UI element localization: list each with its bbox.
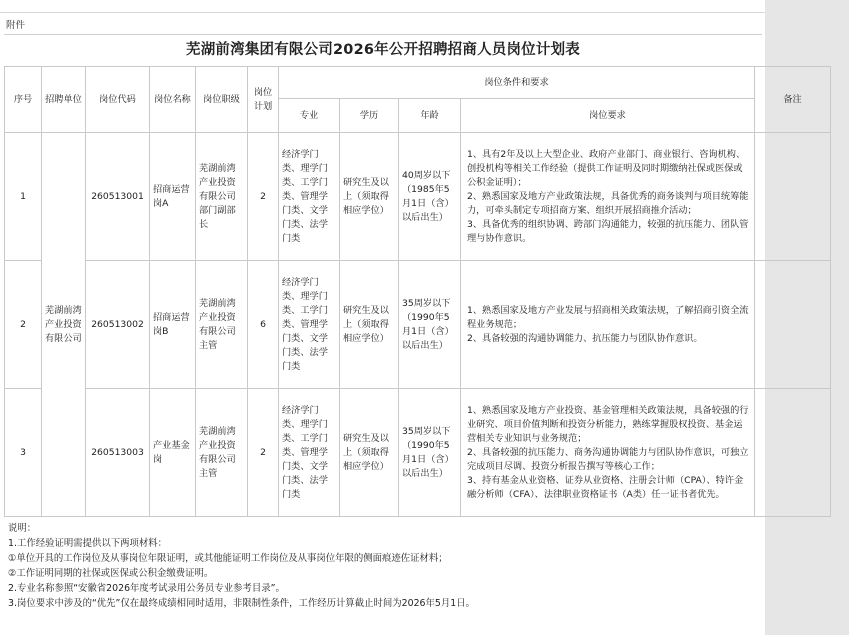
table-row bbox=[5, 261, 831, 389]
cell-plan: 6 bbox=[248, 261, 279, 389]
page-title: 芜湖前湾集团有限公司2026年公开招聘招商人员岗位计划表 bbox=[186, 42, 580, 58]
cell-plan: 2 bbox=[248, 133, 279, 261]
note-line: ①单位开具的工作岗位及从事岗位年限证明，或其他能证明工作岗位及从事岗位年限的侧面痕迹佐证材料； bbox=[8, 553, 448, 564]
requirement-line: 2、具备较强的沟通协调能力、抗压能力与团队协作意识。 bbox=[467, 332, 703, 344]
cell-unit: 芜湖前湾产业投资有限公司 bbox=[42, 133, 86, 517]
cell-seq: 2 bbox=[5, 261, 42, 389]
requirement-line: 1、熟悉国家及地方产业投资、基金管理相关政策法规，具备较强的行业研究、项目价值判断和投资分析能力，熟练掌握股权投资、基金运营相关专业知识与业务规范； bbox=[467, 404, 749, 444]
cell-requirements bbox=[461, 389, 755, 517]
cell-major: 经济学门类、理学门类、工学门类、管理学门类、文学门类、法学门类 bbox=[279, 261, 340, 389]
cell-remark bbox=[755, 389, 831, 517]
requirement-line: 1、熟悉国家及地方产业发展与招商相关政策法规，了解招商引资全流程业务规范； bbox=[467, 304, 749, 330]
header-age: 年龄 bbox=[399, 99, 461, 133]
header-requirements: 岗位要求 bbox=[461, 99, 755, 133]
cell-code: 260513002 bbox=[86, 261, 150, 389]
cell-name: 招商运营岗B bbox=[150, 261, 196, 389]
note-line: ②工作证明同期的社保或医保或公积金缴费证明。 bbox=[8, 568, 214, 579]
header-remark: 备注 bbox=[755, 67, 831, 133]
cell-name: 产业基金岗 bbox=[150, 389, 196, 517]
cell-seq: 1 bbox=[5, 133, 42, 261]
note-line: 3.岗位要求中涉及的“优先”仅在最终成绩相同时适用，非限制性条件，工作经历计算截止时间为2026年5月1日。 bbox=[8, 598, 475, 609]
note-line: 1.工作经验证明需提供以下两项材料： bbox=[8, 538, 167, 549]
requirement-line: 1、具有2年及以上大型企业、政府产业部门、商业银行、咨询机构、创投机构等相关工作经验（提供工作证明及同时期缴纳社保或医保或公积金证明）； bbox=[467, 148, 746, 188]
header-code: 岗位代码 bbox=[86, 67, 150, 133]
top-bar bbox=[0, 0, 765, 13]
requirement-line: 3、持有基金从业资格、证券从业资格、注册会计师（CPA）、特许金融分析师（CFA）、法律职业资格证书（A类）任一证书者优先。 bbox=[467, 474, 744, 500]
cell-education: 研究生及以上（须取得相应学位） bbox=[340, 389, 399, 517]
cell-rank: 芜湖前湾产业投资有限公司主管 bbox=[196, 389, 248, 517]
cell-education: 研究生及以上（须取得相应学位） bbox=[340, 133, 399, 261]
header-name: 岗位名称 bbox=[150, 67, 196, 133]
top-rule bbox=[4, 34, 762, 35]
header-seq: 序号 bbox=[5, 67, 42, 133]
cell-name: 招商运营岗A bbox=[150, 133, 196, 261]
attachment-label: 附件 bbox=[6, 20, 26, 31]
cell-seq: 3 bbox=[5, 389, 42, 517]
cell-requirements bbox=[461, 261, 755, 389]
header-education: 学历 bbox=[340, 99, 399, 133]
cell-major: 经济学门类、理学门类、工学门类、管理学门类、文学门类、法学门类 bbox=[279, 133, 340, 261]
cell-education: 研究生及以上（须取得相应学位） bbox=[340, 261, 399, 389]
cell-remark bbox=[755, 261, 831, 389]
table-row bbox=[5, 133, 831, 261]
cell-rank: 芜湖前湾产业投资有限公司主管 bbox=[196, 261, 248, 389]
requirement-line: 2、具备较强的抗压能力、商务沟通协调能力与团队协作意识，可独立完成项目尽调、投资分析报告撰写等核心工作； bbox=[467, 446, 749, 472]
cell-requirements bbox=[461, 133, 755, 261]
cell-code: 260513003 bbox=[86, 389, 150, 517]
notes-heading: 说明： bbox=[8, 523, 37, 534]
cell-age: 35周岁以下（1990年5月1日（含）以后出生） bbox=[399, 389, 461, 517]
cell-age: 35周岁以下（1990年5月1日（含）以后出生） bbox=[399, 261, 461, 389]
header-unit: 招聘单位 bbox=[42, 67, 86, 133]
cell-age: 40周岁以下（1985年5月1日（含）以后出生） bbox=[399, 133, 461, 261]
cell-plan: 2 bbox=[248, 389, 279, 517]
header-major: 专业 bbox=[279, 99, 340, 133]
note-line: 2.专业名称参照“安徽省2026年度考试录用公务员专业参考目录”。 bbox=[8, 583, 285, 594]
header-plan: 岗位计划 bbox=[248, 67, 279, 133]
cell-remark bbox=[755, 133, 831, 261]
requirement-line: 3、具备优秀的组织协调、跨部门沟通能力，较强的抗压能力、团队管理与协作意识。 bbox=[467, 218, 749, 244]
position-plan-table bbox=[4, 66, 831, 517]
cell-code: 260513001 bbox=[86, 133, 150, 261]
header-rank: 岗位职级 bbox=[196, 67, 248, 133]
requirement-line: 2、熟悉国家及地方产业政策法规，具备优秀的商务谈判与项目统筹能力，可牵头制定专项招商方案、组织开展招商推介活动； bbox=[467, 190, 749, 216]
cell-major: 经济学门类、理学门类、工学门类、管理学门类、文学门类、法学门类 bbox=[279, 389, 340, 517]
table-row bbox=[5, 389, 831, 517]
notes-section bbox=[8, 521, 758, 611]
cell-rank: 芜湖前湾产业投资有限公司部门副部长 bbox=[196, 133, 248, 261]
header-conditions: 岗位条件和要求 bbox=[279, 67, 755, 99]
